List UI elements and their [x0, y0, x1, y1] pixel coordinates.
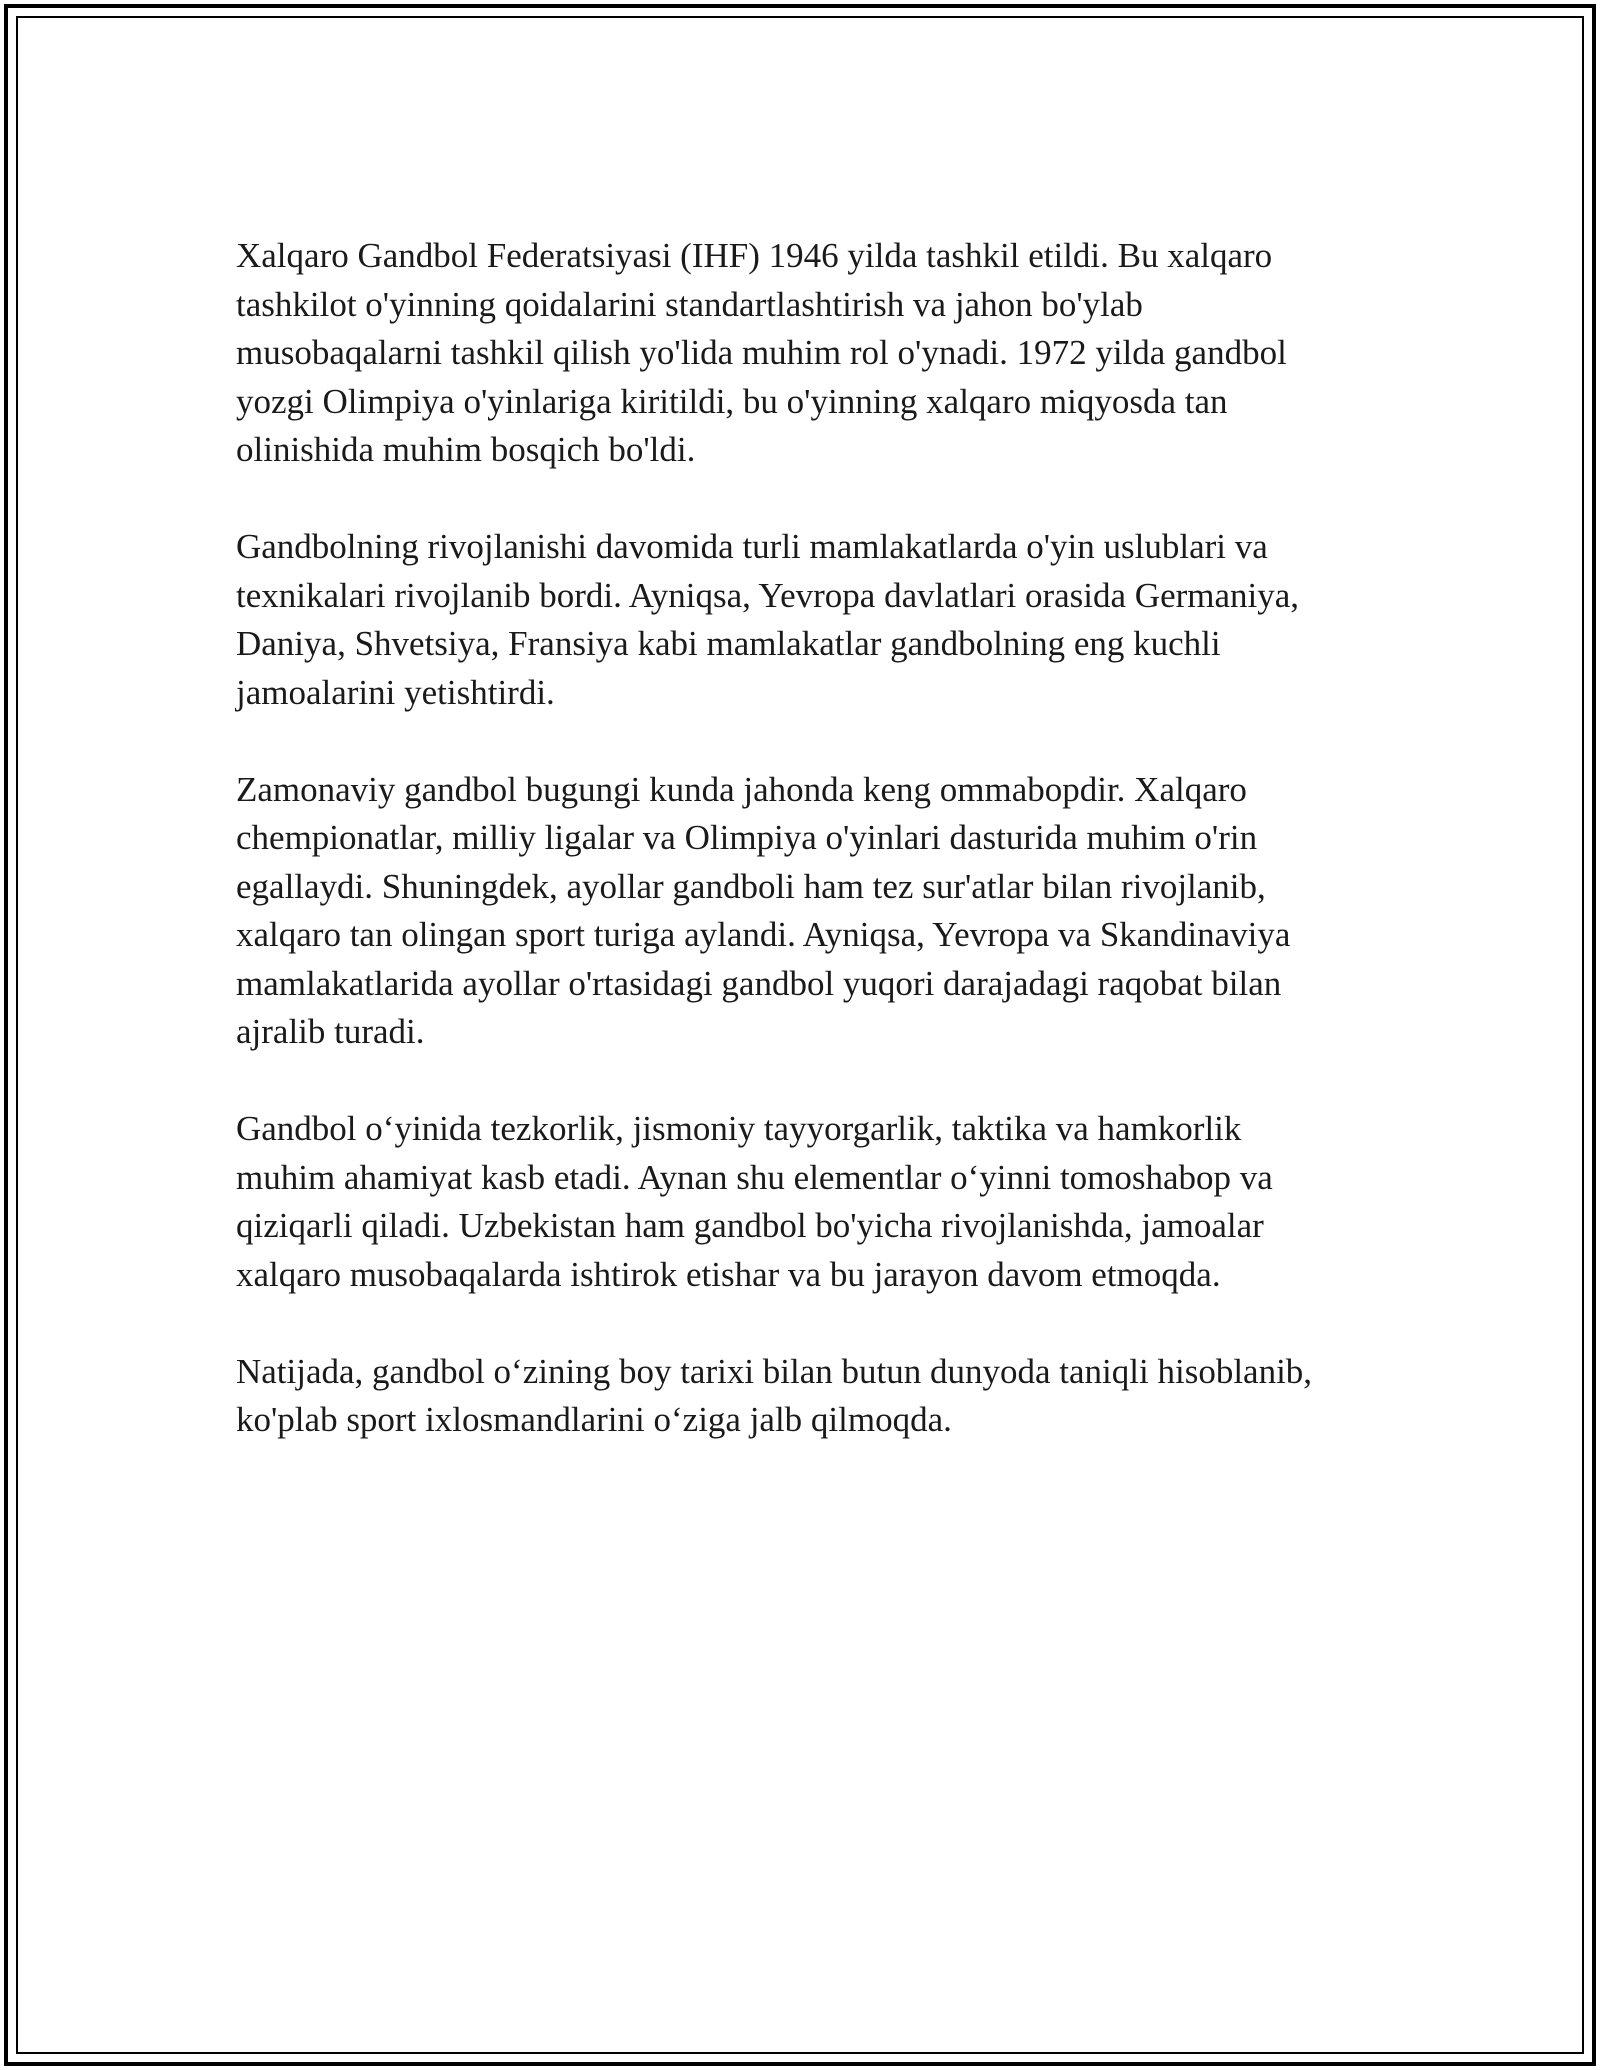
paragraph-conclusion: Natijada, gandbol o‘zining boy tarixi bilan butun dunyoda taniqli hisoblanib, ko'plab sport ixlosmandlarini o‘ziga jalb qilmoqda.: [236, 1351, 1313, 1439]
paragraph-ihf-history: Xalqaro Gandbol Federatsiyasi (IHF) 1946 yilda tashkil etildi. Bu xalqaro tashkilot o'yinning qoidalarini standartlashtirish va jahon bo'ylab musobaqalarni tashkil qilish yo'lida muhim rol o'ynadi. 1972 yilda gandbol yozgi Olimpiya o'yinlariga kiritildi, bu o'yinning xalqaro miqyosda tan olinishida muhim bosqich bo'ldi.: [236, 236, 1287, 469]
paragraph-modern-handball: Zamonaviy gandbol bugungi kunda jahonda keng ommabopdir. Xalqaro chempionatlar, milliy ligalar va Olimpiya o'yinlari dasturida muhim o'rin egallaydi. Shuningdek, ayollar gandboli ham tez sur'atlar bilan rivojlanib, xalqaro tan olingan sport turiga aylandi. Ayniqsa, Yevropa va Skandinaviya mamlakatlarida ayollar o'rtasidagi gandbol yuqori darajadagi raqobat bilan ajralib turadi.: [236, 769, 1291, 1051]
paragraph-playing-styles: Gandbolning rivojlanishi davomida turli mamlakatlarda o'yin uslublari va texnikalari rivojlanib bordi. Ayniqsa, Yevropa davlatlari orasida Germaniya, Daniya, Shvetsiya, Fransiya kabi mamlakatlar gandbolning eng kuchli jamoalarini yetishtirdi.: [236, 527, 1300, 712]
document-body: [236, 232, 1376, 1493]
paragraph-key-elements: Gandbol o‘yinida tezkorlik, jismoniy tayyorgarlik, taktika va hamkorlik muhim ahamiyat kasb etadi. Aynan shu elementlar o‘yinni tomoshabop va qiziqarli qiladi. Uzbekistan ham gandbol bo'yicha rivojlanishda, jamoalar xalqaro musobaqalarda ishtirok etishar va bu jarayon davom etmoqda.: [236, 1109, 1273, 1294]
